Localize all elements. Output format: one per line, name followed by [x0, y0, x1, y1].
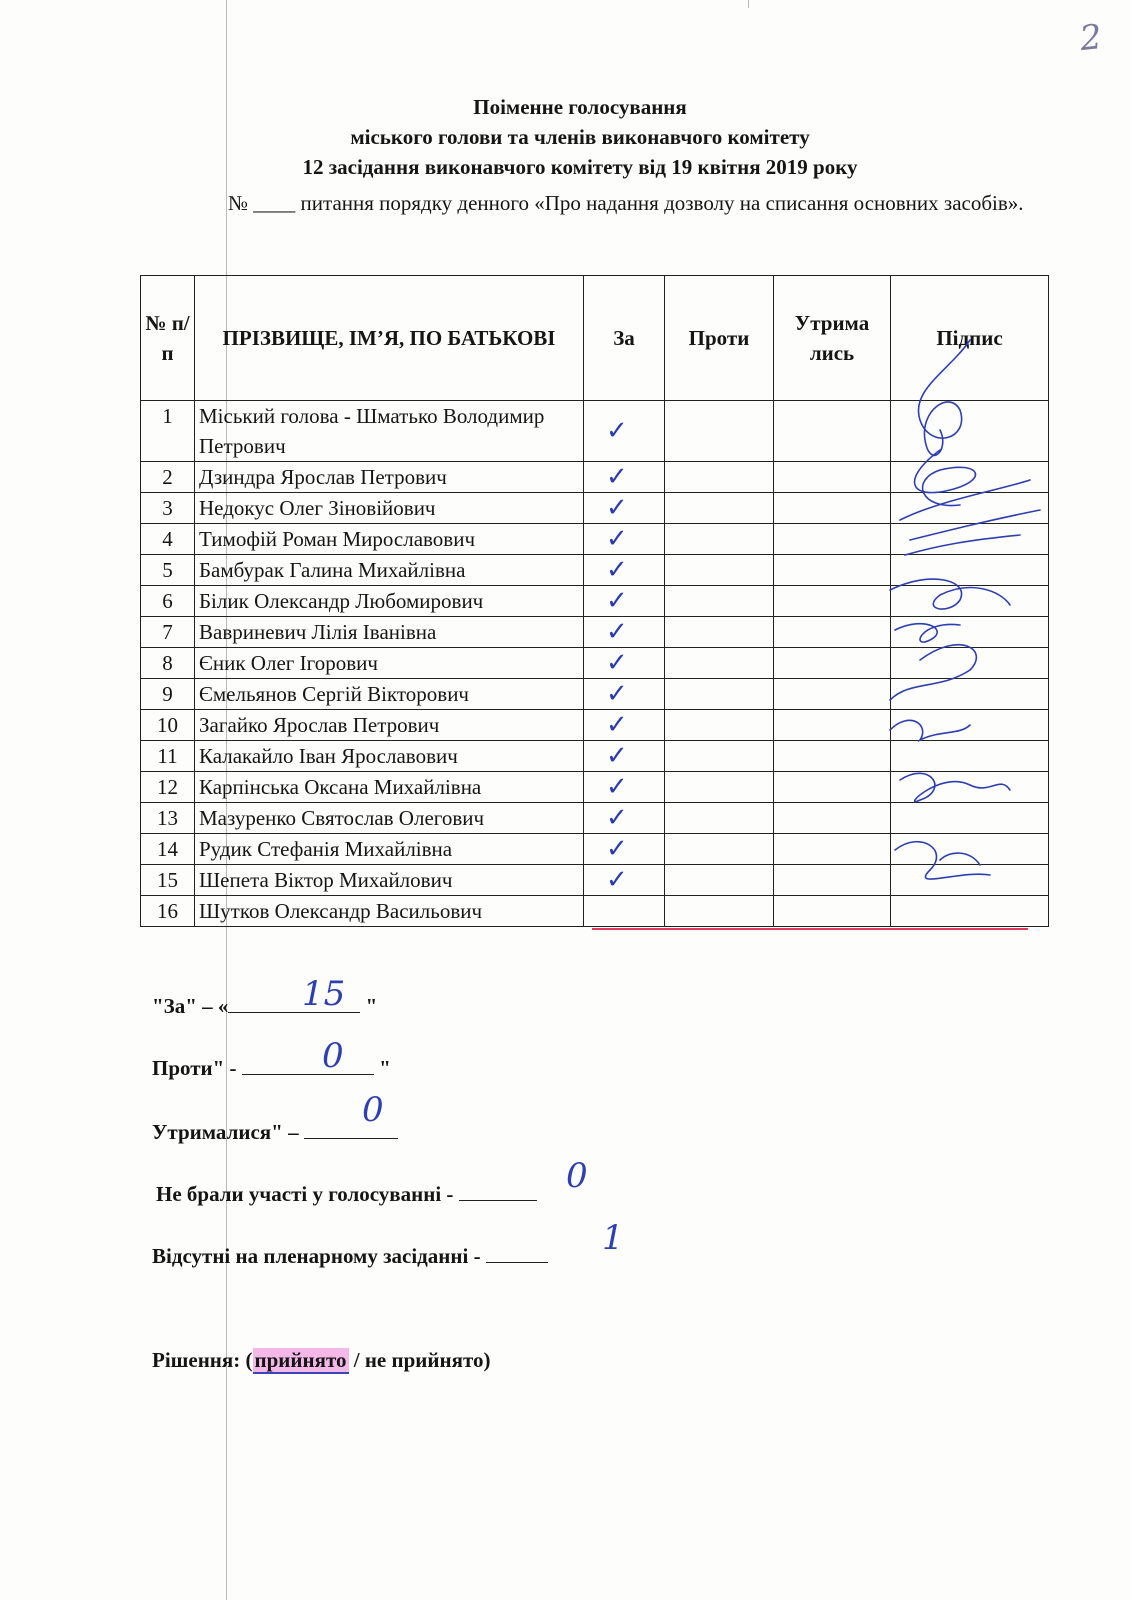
check-mark-icon: ✓ [606, 741, 628, 771]
row-for [584, 865, 665, 896]
row-against [665, 834, 774, 865]
total-against [152, 1036, 391, 1081]
row-num: 9 [141, 679, 195, 710]
row-against [665, 772, 774, 803]
total-for-label: "За" – « [152, 994, 229, 1018]
row-abstain [774, 648, 891, 679]
header-against: Проти [665, 276, 774, 401]
row-abstain [774, 772, 891, 803]
row-num: 1 [141, 401, 195, 462]
row-for [584, 586, 665, 617]
signatures-scribble [880, 330, 1050, 930]
total-for [152, 974, 378, 1019]
total-for-close: " [360, 994, 378, 1018]
row-name: Вавриневич Лілія Іванівна [195, 617, 584, 648]
row-name: Недокус Олег Зіновійович [195, 493, 584, 524]
agenda-item: № ____ питання порядку денного «Про надання дозволу на списання основних засобів». [228, 191, 1024, 215]
row-for [584, 648, 665, 679]
row-against [665, 803, 774, 834]
row-abstain [774, 586, 891, 617]
row-against [665, 741, 774, 772]
check-mark-icon: ✓ [606, 679, 628, 709]
row-num: 14 [141, 834, 195, 865]
row-name: Дзиндра Ярослав Петрович [195, 462, 584, 493]
check-mark-icon: ✓ [606, 865, 628, 895]
row-against [665, 896, 774, 927]
row-against [665, 555, 774, 586]
row-name: Тимофій Роман Мирославович [195, 524, 584, 555]
row-against [665, 710, 774, 741]
check-mark-icon: ✓ [606, 416, 628, 446]
total-abstain [152, 1090, 398, 1145]
total-abstain-value: 0 [362, 1090, 384, 1130]
row-name: Загайко Ярослав Петрович [195, 710, 584, 741]
row-for [584, 401, 665, 462]
total-absent-label: Відсутні на пленарному засіданні - [152, 1244, 486, 1268]
check-mark-icon: ✓ [606, 493, 628, 523]
row-abstain [774, 524, 891, 555]
row-num: 5 [141, 555, 195, 586]
row-num: 15 [141, 865, 195, 896]
check-mark-icon: ✓ [606, 462, 628, 492]
row-num: 13 [141, 803, 195, 834]
document-title [140, 92, 1020, 182]
row-for [584, 462, 665, 493]
row-against [665, 648, 774, 679]
row-for [584, 493, 665, 524]
decision-accepted: прийнято [254, 1348, 347, 1372]
row-against [665, 679, 774, 710]
row-against [665, 586, 774, 617]
check-mark-icon: ✓ [606, 617, 628, 647]
row-abstain [774, 896, 891, 927]
row-against [665, 617, 774, 648]
total-against-close: " [373, 1056, 391, 1080]
row-against [665, 493, 774, 524]
scan-mark [748, 0, 749, 8]
row-name: Бамбурак Галина Михайлівна [195, 555, 584, 586]
row-abstain [774, 679, 891, 710]
check-mark-icon: ✓ [606, 524, 628, 554]
row-num: 6 [141, 586, 195, 617]
row-for [584, 772, 665, 803]
total-not-voted-blank [459, 1178, 537, 1201]
row-num: 12 [141, 772, 195, 803]
row-for [584, 524, 665, 555]
total-for-value: 15 [302, 974, 346, 1014]
total-against-value: 0 [322, 1036, 344, 1076]
row-against [665, 401, 774, 462]
check-mark-icon: ✓ [606, 772, 628, 802]
title-line-3: 12 засідання виконавчого комітету від 19 квітня 2019 року [302, 155, 858, 179]
total-absent-blank [486, 1240, 548, 1263]
row-against [665, 462, 774, 493]
total-against-label: Проти" - [152, 1056, 242, 1080]
row-against [665, 524, 774, 555]
decision [152, 1348, 490, 1373]
total-not-voted-label: Не брали участі у голосуванні - [156, 1182, 459, 1206]
check-mark-icon: ✓ [606, 803, 628, 833]
total-absent-value: 1 [602, 1218, 624, 1258]
page-number: 2 [1077, 16, 1104, 60]
row-against [665, 865, 774, 896]
row-name: Міський голова - Шматько Володимир Петрович [195, 401, 584, 462]
row-num: 2 [141, 462, 195, 493]
row-for [584, 741, 665, 772]
row-abstain [774, 803, 891, 834]
check-mark-icon: ✓ [606, 555, 628, 585]
row-num: 8 [141, 648, 195, 679]
row-name: Шепета Віктор Михайлович [195, 865, 584, 896]
check-mark-icon: ✓ [606, 710, 628, 740]
header-name: ПРІЗВИЩЕ, ІМ’Я, ПО БАТЬКОВІ [195, 276, 584, 401]
row-for [584, 710, 665, 741]
row-abstain [774, 462, 891, 493]
check-mark-icon: ✓ [606, 648, 628, 678]
title-line-2: міського голови та членів виконавчого комітету [350, 125, 810, 149]
total-absent [152, 1218, 624, 1269]
row-num: 10 [141, 710, 195, 741]
row-abstain [774, 493, 891, 524]
decision-label: Рішення: ( [152, 1348, 253, 1372]
row-name: Ємельянов Сергій Вікторович [195, 679, 584, 710]
row-num: 16 [141, 896, 195, 927]
row-name: Шутков Олександр Васильович [195, 896, 584, 927]
row-num: 3 [141, 493, 195, 524]
row-for [584, 803, 665, 834]
header-abstain: Утрима лись [774, 276, 891, 401]
row-name: Карпінська Оксана Михайлівна [195, 772, 584, 803]
total-not-voted-value: 0 [566, 1156, 588, 1196]
row-num: 7 [141, 617, 195, 648]
header-for: За [584, 276, 665, 401]
decision-rest: / не прийнято) [348, 1348, 491, 1372]
total-against-blank [242, 1052, 374, 1075]
row-num: 11 [141, 741, 195, 772]
row-name: Білик Олександр Любомирович [195, 586, 584, 617]
header-signature: Підпис [891, 276, 1049, 401]
row-for [584, 896, 665, 927]
row-abstain [774, 741, 891, 772]
check-mark-icon: ✓ [606, 834, 628, 864]
row-abstain [774, 555, 891, 586]
check-mark-icon: ✓ [606, 586, 628, 616]
total-abstain-blank [304, 1116, 398, 1139]
total-abstain-label: Утрималися" – [152, 1120, 304, 1144]
row-name: Єник Олег Ігорович [195, 648, 584, 679]
row-for [584, 555, 665, 586]
header-num: № п/ п [141, 276, 195, 401]
row-abstain [774, 617, 891, 648]
row-for [584, 679, 665, 710]
total-not-voted [156, 1156, 588, 1207]
row-name: Рудик Стефанія Михайлівна [195, 834, 584, 865]
row-name: Мазуренко Святослав Олегович [195, 803, 584, 834]
row-abstain [774, 710, 891, 741]
row-name: Калакайло Іван Ярославович [195, 741, 584, 772]
title-line-1: Поіменне голосування [473, 95, 687, 119]
row-abstain [774, 865, 891, 896]
row-for [584, 617, 665, 648]
row-num: 4 [141, 524, 195, 555]
row-abstain [774, 401, 891, 462]
row-abstain [774, 834, 891, 865]
row-for [584, 834, 665, 865]
